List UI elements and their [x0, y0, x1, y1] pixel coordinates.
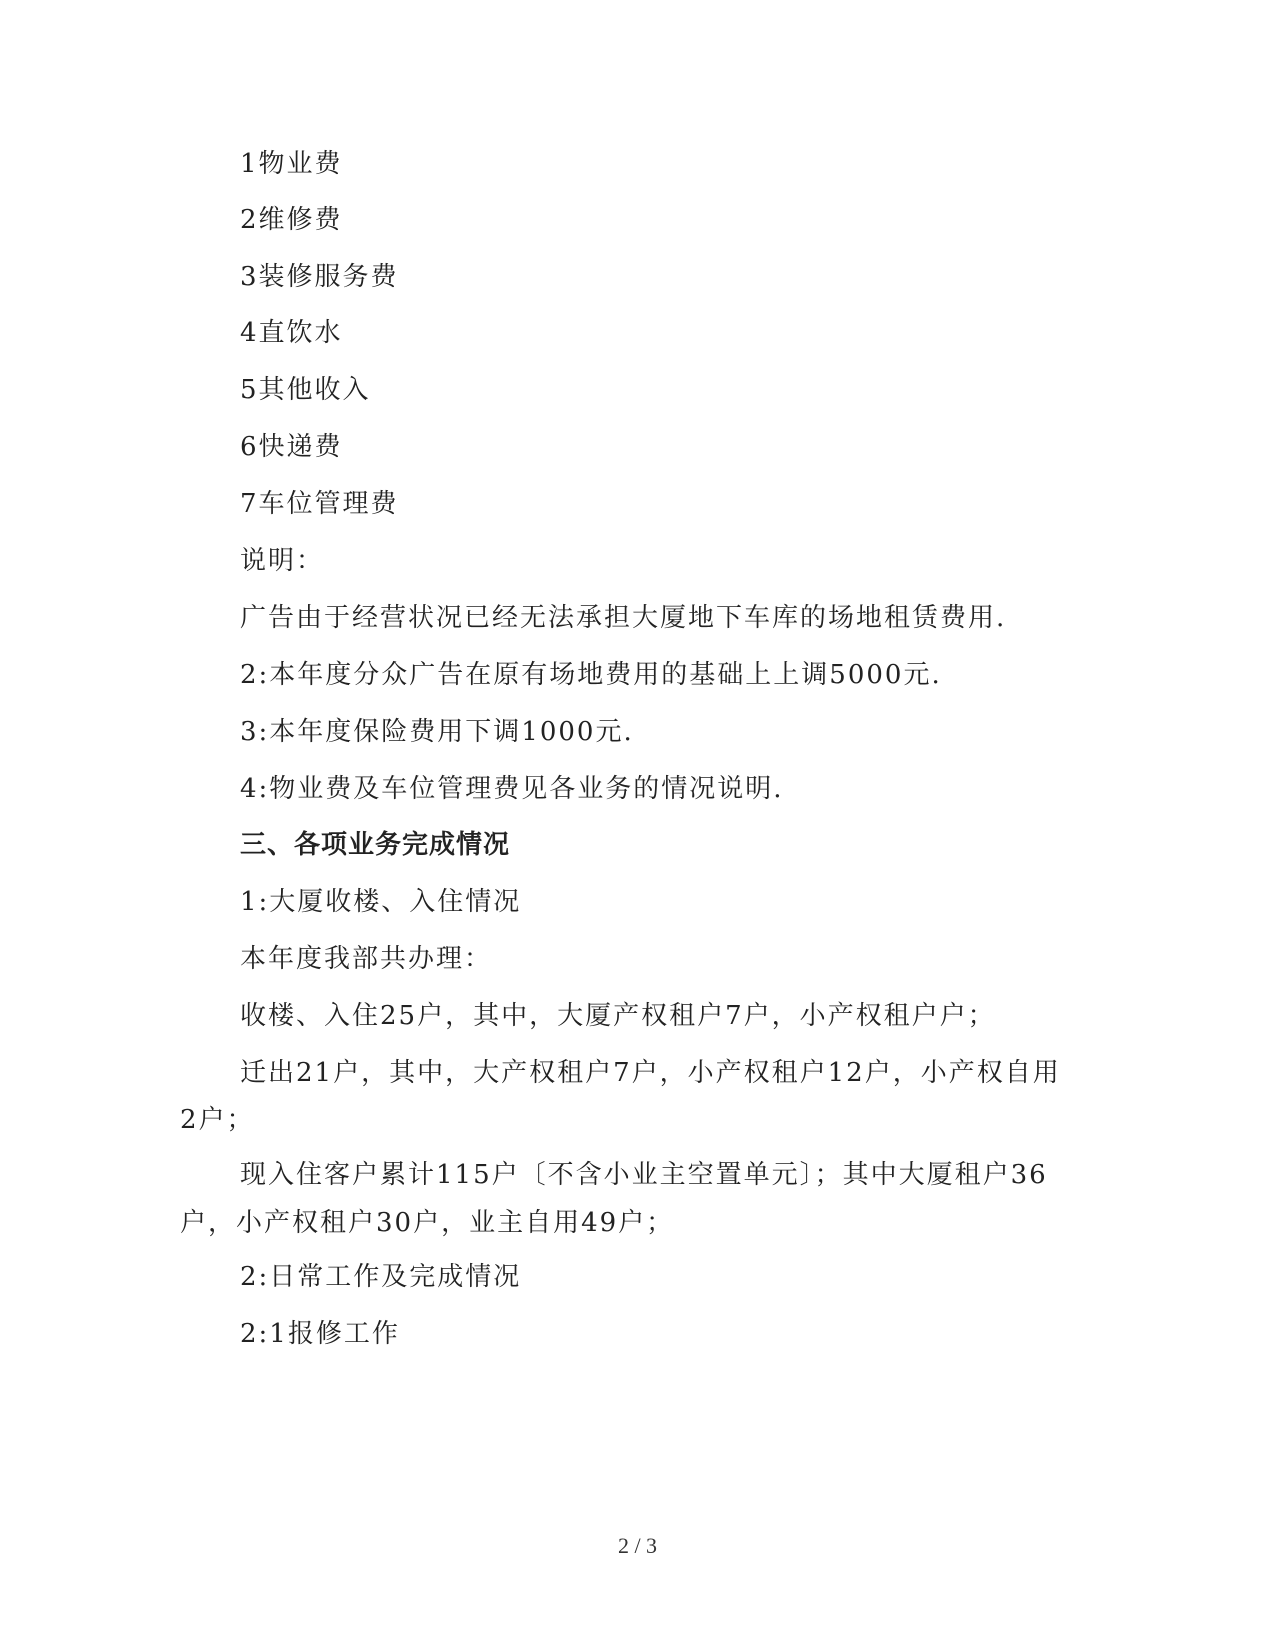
note-insurance: 3:本年度保险费用下调1000元.	[240, 717, 634, 747]
fee-item-parking: 7车位管理费	[240, 489, 399, 519]
note-focus-media: 2:本年度分众广告在原有场地费用的基础上上调5000元.	[240, 660, 942, 690]
subsection-repair-work: 2:1报修工作	[240, 1319, 400, 1349]
fee-item-drinking-water: 4直饮水	[240, 318, 343, 348]
current-residents-text: 现入住客户累计115户〔不含小业主空置单元〕；其中大厦租户36	[240, 1160, 1048, 1190]
current-residents-text-continued: 户，小产权租户30户，业主自用49户；	[180, 1208, 675, 1238]
fee-item-maintenance: 2维修费	[240, 205, 343, 235]
section-heading: 三、各项业务完成情况	[240, 830, 511, 860]
notes-label: 说明：	[240, 546, 325, 576]
move-in-text: 收楼、入住25户，其中，大厦产权租户7户，小产权租户户；	[240, 1001, 996, 1031]
note-advertising: 广告由于经营状况已经无法承担大厦地下车库的场地租赁费用.	[240, 603, 1007, 633]
intro-text: 本年度我部共办理：	[240, 944, 493, 974]
page-number: 2 / 3	[617, 1533, 658, 1558]
subsection-move-in: 1:大厦收楼、入住情况	[240, 887, 522, 917]
subsection-daily-work: 2:日常工作及完成情况	[240, 1262, 522, 1292]
fee-item-property: 1物业费	[240, 149, 343, 179]
fee-item-other-income: 5其他收入	[240, 375, 371, 405]
fee-item-express: 6快递费	[240, 432, 343, 462]
fee-item-decoration: 3装修服务费	[240, 262, 399, 292]
move-out-text: 迁出21户，其中，大产权租户7户，小产权租户12户，小产权自用	[240, 1058, 1061, 1088]
move-out-text-continued: 2户；	[180, 1105, 255, 1135]
note-property-fee: 4:物业费及车位管理费见各业务的情况说明.	[240, 774, 784, 804]
